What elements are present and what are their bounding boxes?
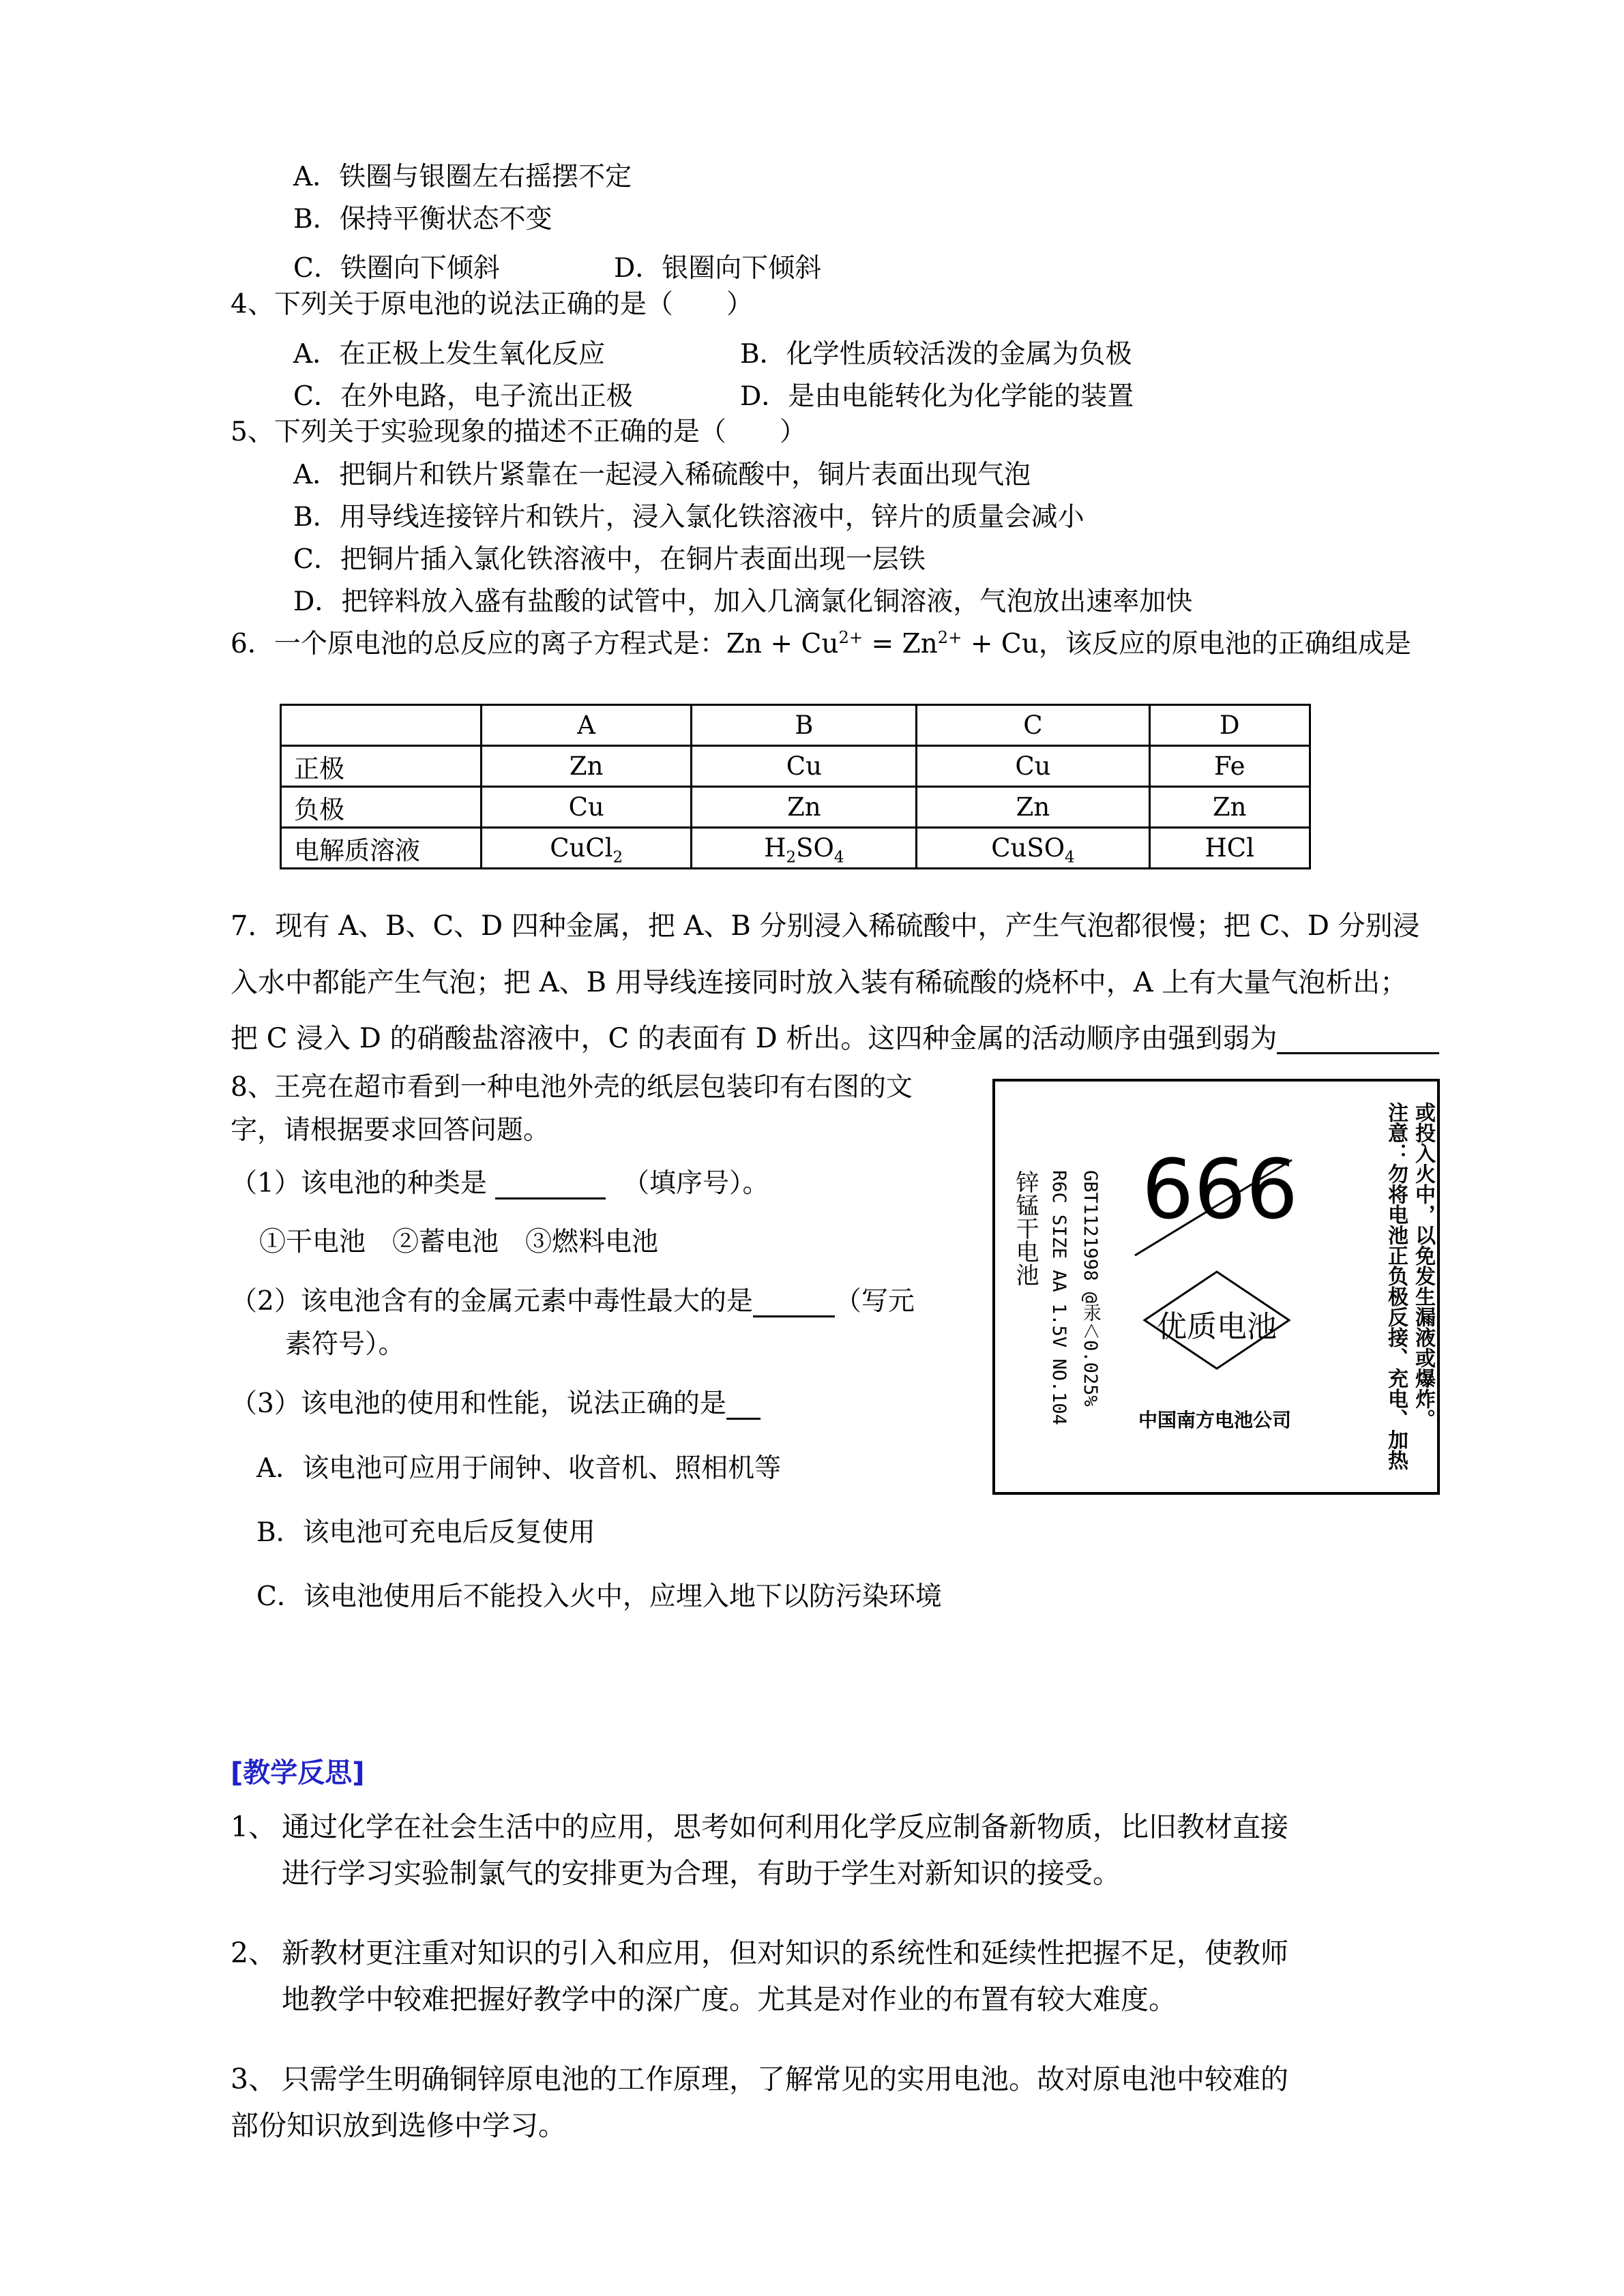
q8-line-2: 字，请根据要求回答问题。 [231,1115,550,1146]
reflection-item-number: 3、 [231,2063,277,2096]
q8-part-3-blank[interactable] [726,1392,761,1420]
formula-sub: 2 [612,848,623,867]
q6-stem-middle: = Zn [863,629,938,659]
q5-option-c: C．把铜片插入氯化铁溶液中，在铜片表面出现一层铁 [293,544,926,575]
q4-stem: 4、下列关于原电池的说法正确的是（ ） [231,289,753,320]
q6-charge-cu: 2+ [838,628,863,647]
q8-part-2 [231,1287,915,1317]
q7-line-3-text: 把 C 浸入 D 的硝酸盐溶液中，C 的表面有 D 析出。这四种金属的活动顺序由强到弱为 [231,1023,1278,1054]
battery-badge-text: 优质电池 [1157,1309,1277,1344]
q8-part-1-blank[interactable] [495,1172,606,1199]
q6-stem-prefix: 6．一个原电池的总反应的离子方程式是：Zn + Cu [231,629,839,659]
battery-spec-line-1: R6C SIZE AA 1.5V NO.104 [1048,1170,1069,1425]
formula-sub: 4 [833,848,844,867]
table-header-cell: D [1149,705,1310,746]
q8-line-1: 8、王亮在超市看到一种电池外壳的纸层包装印有右图的文 [231,1072,913,1103]
battery-big-number: 666 [1142,1143,1299,1238]
q8-part-2-blank[interactable] [753,1290,835,1317]
reflection-item-line: 地教学中较难把握好教学中的深广度。尤其是对作业的布置有较大难度。 [282,1983,1177,2016]
q4-option-b: B．化学性质较活泼的金属为负极 [740,339,1132,370]
table-row [281,787,1310,828]
table-row-label: 正极 [281,746,482,787]
q4-option-d: D．是由电能转化为化学能的装置 [740,381,1134,412]
q7-line-3 [231,1023,1439,1054]
q8-part-1-tail: （填序号）。 [623,1168,769,1199]
battery-warning-line-1: 注意：勿将电池正负极反接、充电、加热 [1384,1102,1408,1470]
reflection-heading: [教学反思] [231,1757,365,1789]
table-row [281,746,1310,787]
table-header-row [281,705,1310,746]
formula-cucl: CuCl [550,833,613,863]
q8-choices: ①干电池 ②蓄电池 ③燃料电池 [259,1227,659,1257]
reflection-item-3 [231,2056,1288,2149]
q7-line-1: 7．现有 A、B、C、D 四种金属，把 A、B 分别浸入稀硫酸中，产生气泡都很慢；把 C、D 分别浸 [231,910,1420,942]
formula-sub: 2 [786,848,797,867]
q5-stem: 5、下列关于实验现象的描述不正确的是（ ） [231,417,806,447]
reflection-item-line: 新教材更注重对知识的引入和应用，但对知识的系统性和延续性把握不足，使教师 [282,1937,1288,1969]
q6-stem-suffix: + Cu，该反应的原电池的正确组成是 [962,629,1411,659]
q8-part-2-text: （2）该电池含有的金属元素中毒性最大的是 [231,1286,753,1317]
q3-option-c: C．铁圈向下倾斜 [293,253,500,284]
q7-answer-blank[interactable] [1277,1026,1439,1054]
table-row [281,828,1310,869]
q8-option-c: C．该电池使用后不能投入火中，应埋入地下以防污染环境 [256,1581,942,1612]
table-cell: Zn [692,787,917,828]
formula-sub: 4 [1065,848,1075,867]
q4-option-c: C．在外电路，电子流出正极 [293,381,633,412]
battery-warning-line-2: 或投入火中，以免发生漏液或爆炸。 [1411,1102,1435,1429]
q8-part-1-text: （1）该电池的种类是 [231,1168,487,1199]
table-cell [692,828,917,869]
table-cell: Cu [917,746,1149,787]
table-header-cell [281,705,482,746]
q8-part-3 [231,1389,761,1420]
formula-h: H [764,833,786,863]
reflection-item-2 [231,1930,1288,2023]
table-cell: Fe [1149,746,1310,787]
strike-line-icon [1125,1143,1302,1262]
q8-option-a: A．该电池可应用于闹钟、收音机、照相机等 [256,1453,782,1484]
formula-so: SO [796,833,834,863]
table-cell: Zn [1149,787,1310,828]
answer-table [280,704,1311,869]
q3-option-d: D．银圈向下倾斜 [614,253,822,284]
table-row-label: 电解质溶液 [281,828,482,869]
table-cell: Cu [482,787,692,828]
table-cell [917,828,1149,869]
q7-line-2: 入水中都能产生气泡；把 A、B 用导线连接同时放入装有稀硫酸的烧杯中，A 上有大量气泡析出； [231,967,1408,998]
reflection-item-line: 通过化学在社会生活中的应用，思考如何利用化学反应制备新物质，比旧教材直接 [282,1810,1288,1843]
q5-option-b: B．用导线连接锌片和铁片，浸入氯化铁溶液中，锌片的质量会减小 [293,502,1084,533]
table-header-cell: C [917,705,1149,746]
table-cell [482,828,692,869]
table-row-label: 负极 [281,787,482,828]
reflection-item-number: 2、 [231,1937,277,1969]
reflection-item-line: 部份知识放到选修中学习。 [231,2109,566,2142]
q8-option-b: B．该电池可充电后反复使用 [256,1517,595,1548]
battery-badge [1142,1269,1292,1371]
reflection-item-line: 进行学习实验制氯气的安排更为合理，有助于学生对新知识的接受。 [282,1857,1121,1890]
q6-charge-zn: 2+ [937,628,962,647]
q8-part-2-tail: （写元 [834,1286,915,1317]
formula-cuso: CuSO [991,833,1065,863]
reflection-item-line: 只需学生明确铜锌原电池的工作原理，了解常见的实用电池。故对原电池中较难的 [282,2063,1288,2096]
battery-spec-line-2: GBT1121998 @汞＜0.025% [1080,1170,1101,1407]
reflection-item-1 [231,1804,1288,1896]
q6-stem [231,629,1411,660]
table-header-cell: A [482,705,692,746]
table-cell: Cu [692,746,917,787]
table-cell: HCl [1149,828,1310,869]
table-header-cell: B [692,705,917,746]
q5-option-d: D．把锌料放入盛有盐酸的试管中，加入几滴氯化铜溶液，气泡放出速率加快 [293,586,1193,617]
q8-part-1 [231,1169,769,1199]
q5-option-a: A．把铜片和铁片紧靠在一起浸入稀硫酸中，铜片表面出现气泡 [293,460,1031,490]
q8-part-3-text: （3）该电池的使用和性能，说法正确的是 [231,1388,726,1419]
battery-company: 中国南方电池公司 [1138,1409,1292,1431]
reflection-item-number: 1、 [231,1810,277,1843]
q3-option-b: B．保持平衡状态不变 [293,204,552,235]
q3-option-a: A．铁圈与银圈左右摇摆不定 [293,162,632,192]
battery-label-figure [992,1079,1440,1495]
table-cell: Zn [482,746,692,787]
battery-name: 锌锰干电池 [1012,1170,1039,1286]
q4-option-a: A．在正极上发生氧化反应 [293,339,606,370]
table-cell: Zn [917,787,1149,828]
q8-part-2-line-2: 素符号）。 [285,1329,405,1360]
